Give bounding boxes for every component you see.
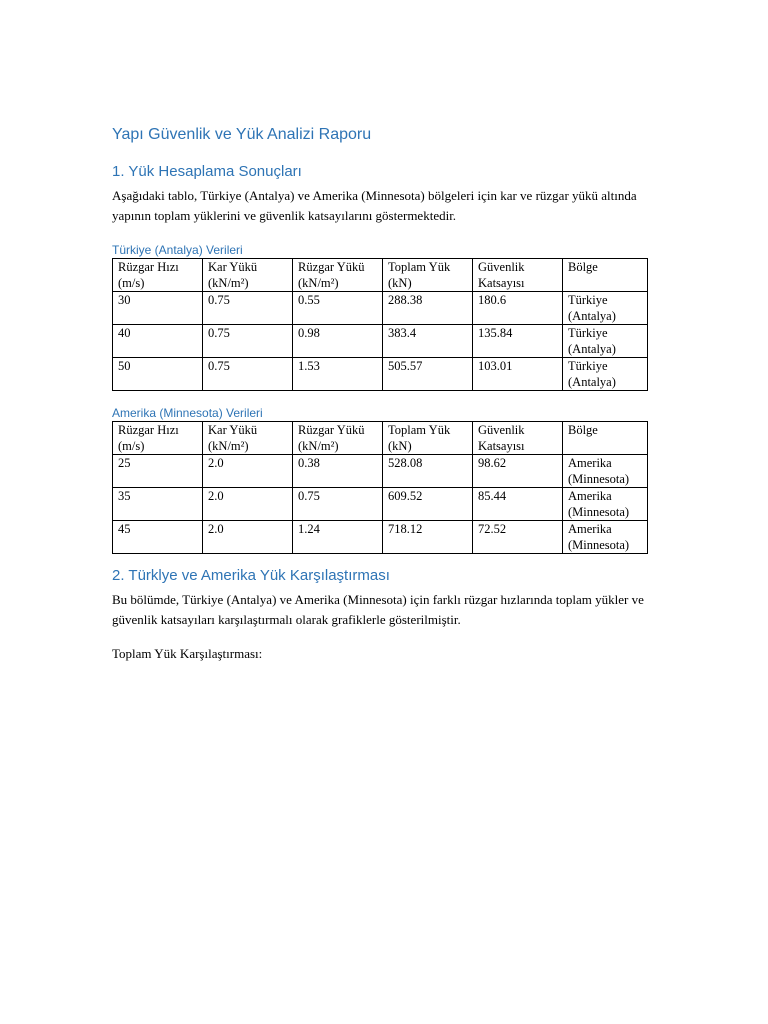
table-cell: Amerika (Minnesota) xyxy=(563,455,648,488)
table-cell: 0.55 xyxy=(293,292,383,325)
table-header-cell: Rüzgar Yükü (kN/m²) xyxy=(293,422,383,455)
america-data-table xyxy=(112,421,648,554)
section1-heading: 1. Yük Hesaplama Sonuçları xyxy=(112,163,302,180)
table-cell: 50 xyxy=(113,358,203,391)
table-cell: 2.0 xyxy=(203,488,293,521)
table-cell: Türkiye (Antalya) xyxy=(563,325,648,358)
table-row xyxy=(113,325,648,358)
america-table-heading: Amerika (Minnesota) Verileri xyxy=(112,406,263,420)
chart-caption: Toplam Yük Karşılaştırması: xyxy=(112,646,263,661)
table-cell: 0.75 xyxy=(293,488,383,521)
table-header-row xyxy=(113,259,648,292)
table-cell: 1.53 xyxy=(293,358,383,391)
table-cell: 40 xyxy=(113,325,203,358)
table-cell: 30 xyxy=(113,292,203,325)
table-cell: Amerika (Minnesota) xyxy=(563,488,648,521)
table-header-cell: Rüzgar Yükü (kN/m²) xyxy=(293,259,383,292)
table-header-cell: Bölge xyxy=(563,422,648,455)
table-cell: 505.57 xyxy=(383,358,473,391)
turkey-data-table xyxy=(112,258,648,391)
table-cell: 528.08 xyxy=(383,455,473,488)
table-row xyxy=(113,521,648,554)
table-header-cell: Rüzgar Hızı (m/s) xyxy=(113,422,203,455)
table-cell: 180.6 xyxy=(473,292,563,325)
table-cell: 0.75 xyxy=(203,292,293,325)
table-header-cell: Güvenlik Katsayısı xyxy=(473,422,563,455)
table-header-cell: Toplam Yük (kN) xyxy=(383,422,473,455)
table-cell: 103.01 xyxy=(473,358,563,391)
table-cell: 25 xyxy=(113,455,203,488)
table-cell: 0.75 xyxy=(203,325,293,358)
turkey-table-heading: Türkiye (Antalya) Verileri xyxy=(112,243,243,257)
table-cell: 45 xyxy=(113,521,203,554)
document-page xyxy=(112,124,660,664)
table-cell: 288.38 xyxy=(383,292,473,325)
table-cell: Türkiye (Antalya) xyxy=(563,358,648,391)
section1-paragraph: Aşağıdaki tablo, Türkiye (Antalya) ve Amerika (Minnesota) bölgeleri için kar ve rüzgar yükü altında yapının toplam yüklerini ve güvenlik katsayılarını göstermektedir. xyxy=(112,188,637,223)
table-cell: 2.0 xyxy=(203,455,293,488)
table-cell: 383.4 xyxy=(383,325,473,358)
table-header-cell: Kar Yükü (kN/m²) xyxy=(203,259,293,292)
table-cell: 1.24 xyxy=(293,521,383,554)
table-cell: 718.12 xyxy=(383,521,473,554)
table-cell: 85.44 xyxy=(473,488,563,521)
table-cell: Türkiye (Antalya) xyxy=(563,292,648,325)
table-cell: 0.98 xyxy=(293,325,383,358)
table-cell: Amerika (Minnesota) xyxy=(563,521,648,554)
section2-paragraph: Bu bölümde, Türkiye (Antalya) ve Amerika (Minnesota) için farklı rüzgar hızlarında toplam yükler ve güvenlik katsayıları karşılaştırmalı olarak grafiklerle gösterilmiştir. xyxy=(112,592,644,627)
table-row xyxy=(113,292,648,325)
table-cell: 2.0 xyxy=(203,521,293,554)
table-cell: 72.52 xyxy=(473,521,563,554)
table-cell: 609.52 xyxy=(383,488,473,521)
page-title: Yapı Güvenlik ve Yük Analizi Raporu xyxy=(112,126,372,143)
table-row xyxy=(113,455,648,488)
table-cell: 35 xyxy=(113,488,203,521)
table-header-cell: Kar Yükü (kN/m²) xyxy=(203,422,293,455)
table-header-cell: Bölge xyxy=(563,259,648,292)
section2-heading: 2. Türklye ve Amerika Yük Karşılaştırması xyxy=(112,567,390,584)
table-header-row xyxy=(113,422,648,455)
table-row xyxy=(113,488,648,521)
table-header-cell: Toplam Yük (kN) xyxy=(383,259,473,292)
table-header-cell: Rüzgar Hızı (m/s) xyxy=(113,259,203,292)
table-row xyxy=(113,358,648,391)
table-cell: 135.84 xyxy=(473,325,563,358)
table-cell: 98.62 xyxy=(473,455,563,488)
table-cell: 0.38 xyxy=(293,455,383,488)
table-cell: 0.75 xyxy=(203,358,293,391)
table-header-cell: Güvenlik Katsayısı xyxy=(473,259,563,292)
